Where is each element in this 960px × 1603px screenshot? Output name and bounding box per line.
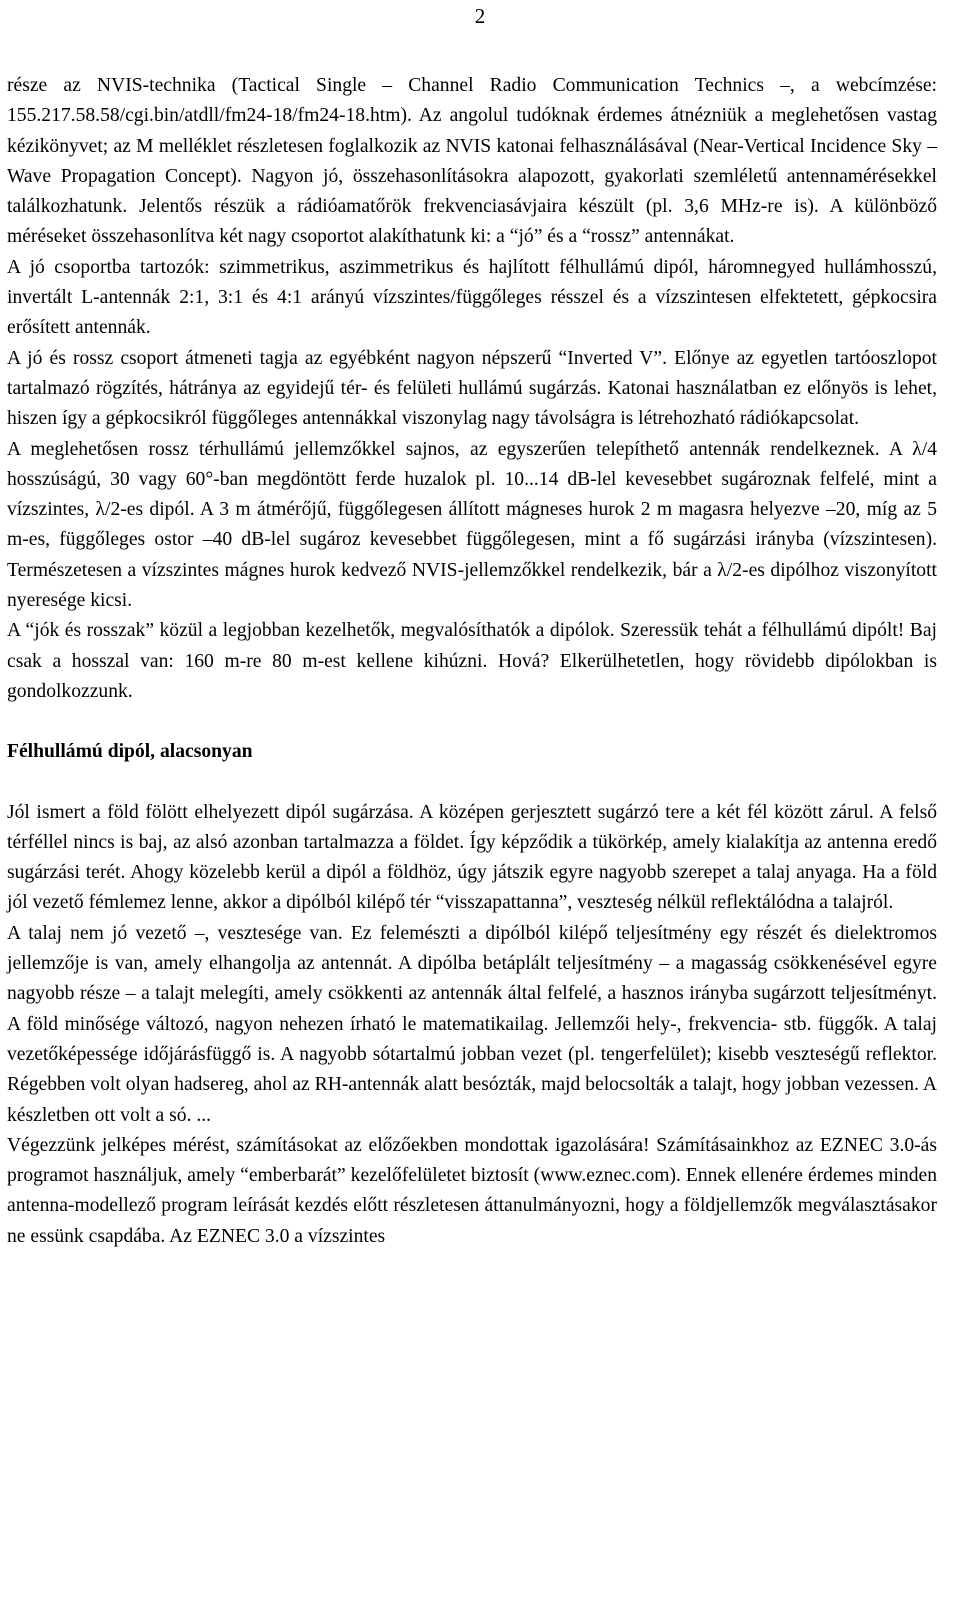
document-body xyxy=(7,71,937,1252)
section-half-wave-dipole xyxy=(7,798,937,1252)
paragraph: A meglehetősen rossz térhullámú jellemzőkkel sajnos, az egyszerűen telepíthető antennák rendelkeznek. A λ/4 hosszúságú, 30 vagy 60°-ban megdöntött ferde huzalok pl. 10...14 dB-lel kevesebbet sugároznak felfelé, mint a vízszintes, λ/2-es dipól. A 3 m átmérőjű, függőlegesen állított mágneses hurok 2 m magasra helyezve –20, míg az 5 m-es, függőleges ostor –40 dB-lel sugároz kevesebbet függőlegesen, mint a fő sugárzási irányba (vízszintesen). Természetesen a vízszintes mágnes hurok kedvező NVIS-jellemzőkkel rendelkezik, bár a λ/2-es dipólhoz viszonyított nyeresége kicsi. xyxy=(7,438,937,612)
paragraph: része az NVIS-technika (Tactical Single – Channel Radio Communication Technics –, a webcímzése: 155.217.58.58/cgi.bin/atdll/fm24-18/fm24-18.htm). Az angolul tudóknak érdemes átnézniük a meglehetősen vastag kézikönyvet; az M melléklet részletesen foglalkozik az NVIS katonai felhasználásával (Near-Vertical Incidence Sky – Wave Propagation Concept). Nagyon jó, összehasonlításokra alapozott, gyakorlati szemléletű antennamérésekkel találkozhatunk. Jelentős részük a rádióamatőrök frekvenciasávjaira készült (pl. 3,6 MHz-re is). A különböző méréseket összehasonlítva két nagy csoportot alakíthatunk ki: a “jó” és a “rossz” antennákat. xyxy=(7,75,937,248)
page-number: 2 xyxy=(474,4,486,28)
paragraph: Jól ismert a föld fölött elhelyezett dipól sugárzása. A középen gerjesztett sugárzó tere a két fél között zárul. A felső térféllel nincs is baj, az alsó azonban tartalmazza a földet. Így képződik a tükörkép, amely kialakítja az antenna eredő sugárzási terét. Ahogy közelebb kerül a dipól a földhöz, úgy játszik egyre nagyobb szerepet a talaj anyaga. Ha a föld jól vezető fémlemez lenne, akkor a dipólból kilépő tér “visszapattanna”, veszteség nélkül reflektálódna a talajról. xyxy=(7,801,937,914)
paragraph: A “jók és rosszak” közül a legjobban kezelhetők, megvalósíthatók a dipólok. Szeressük tehát a félhullámú dipólt! Baj csak a hosszal van: 160 m-re 80 m-est kellene kihúzni. Hová? Elkerülhetetlen, hogy rövidebb dipólokban is gondolkozzunk. xyxy=(7,620,937,702)
paragraph: Végezzünk jelképes mérést, számításokat az előzőekben mondottak igazolására! Számításainkhoz az EZNEC 3.0-ás programot használjuk, amely “emberbarát” kezelőfelületet biztosít (www.eznec.com). Ennek ellenére érdemes minden antenna-modellező program leírását kezdés előtt részletesen áttanulmányozni, hogy a földjellemzők megválasztásakor ne essünk csapdába. Az EZNEC 3.0 a vízszintes xyxy=(7,1134,937,1247)
section-heading: Félhullámú dipól, alacsonyan xyxy=(7,741,253,763)
paragraph: A jó csoportba tartozók: szimmetrikus, aszimmetrikus és hajlított félhullámú dipól, háromnegyed hullámhosszú, invertált L-antennák 2:1, 3:1 és 4:1 arányú vízszintes/függőleges résszel és a vízszintesen elfektetett, gépkocsira erősített antennák. xyxy=(7,256,937,339)
paragraph: A talaj nem jó vezető –, vesztesége van. Ez felemészti a dipólból kilépő teljesítmény egy részét és dielektromos jellemzője is van, amely elhangolja az antennát. A dipólba betáplált teljesítmény – a magasság csökkenésével egyre nagyobb része – a talajt melegíti, amely csökkenti az antennák által felfelé, a hasznos irányba sugárzott teljesítményt. A föld minősége változó, nagyon nehezen írható le matematikailag. Jellemzői hely-, frekvencia- stb. függők. A talaj vezetőképessége időjárásfüggő is. A nagyobb sótartalmú jobban vezet (pl. tengerfelület); kisebb veszteségű reflektor. Régebben volt olyan hadsereg, ahol az RH-antennák alatt besózták, majd belocsolták a talajt, hogy jobban vezessen. A készletben ott volt a só. ... xyxy=(7,922,937,1126)
paragraph: A jó és rossz csoport átmeneti tagja az egyébként nagyon népszerű “Inverted V”. Előnye az egyetlen tartóoszlopot tartalmazó rögzítés, hátránya az egyidejű tér- és felületi hullámú sugárzás. Katonai használatban ez előnyös is lehet, hiszen így a gépkocsikról függőleges antennákkal viszonylag nagy távolságra is létrehozható rádiókapcsolat. xyxy=(7,347,937,430)
section-nvis-antennas xyxy=(7,71,937,707)
